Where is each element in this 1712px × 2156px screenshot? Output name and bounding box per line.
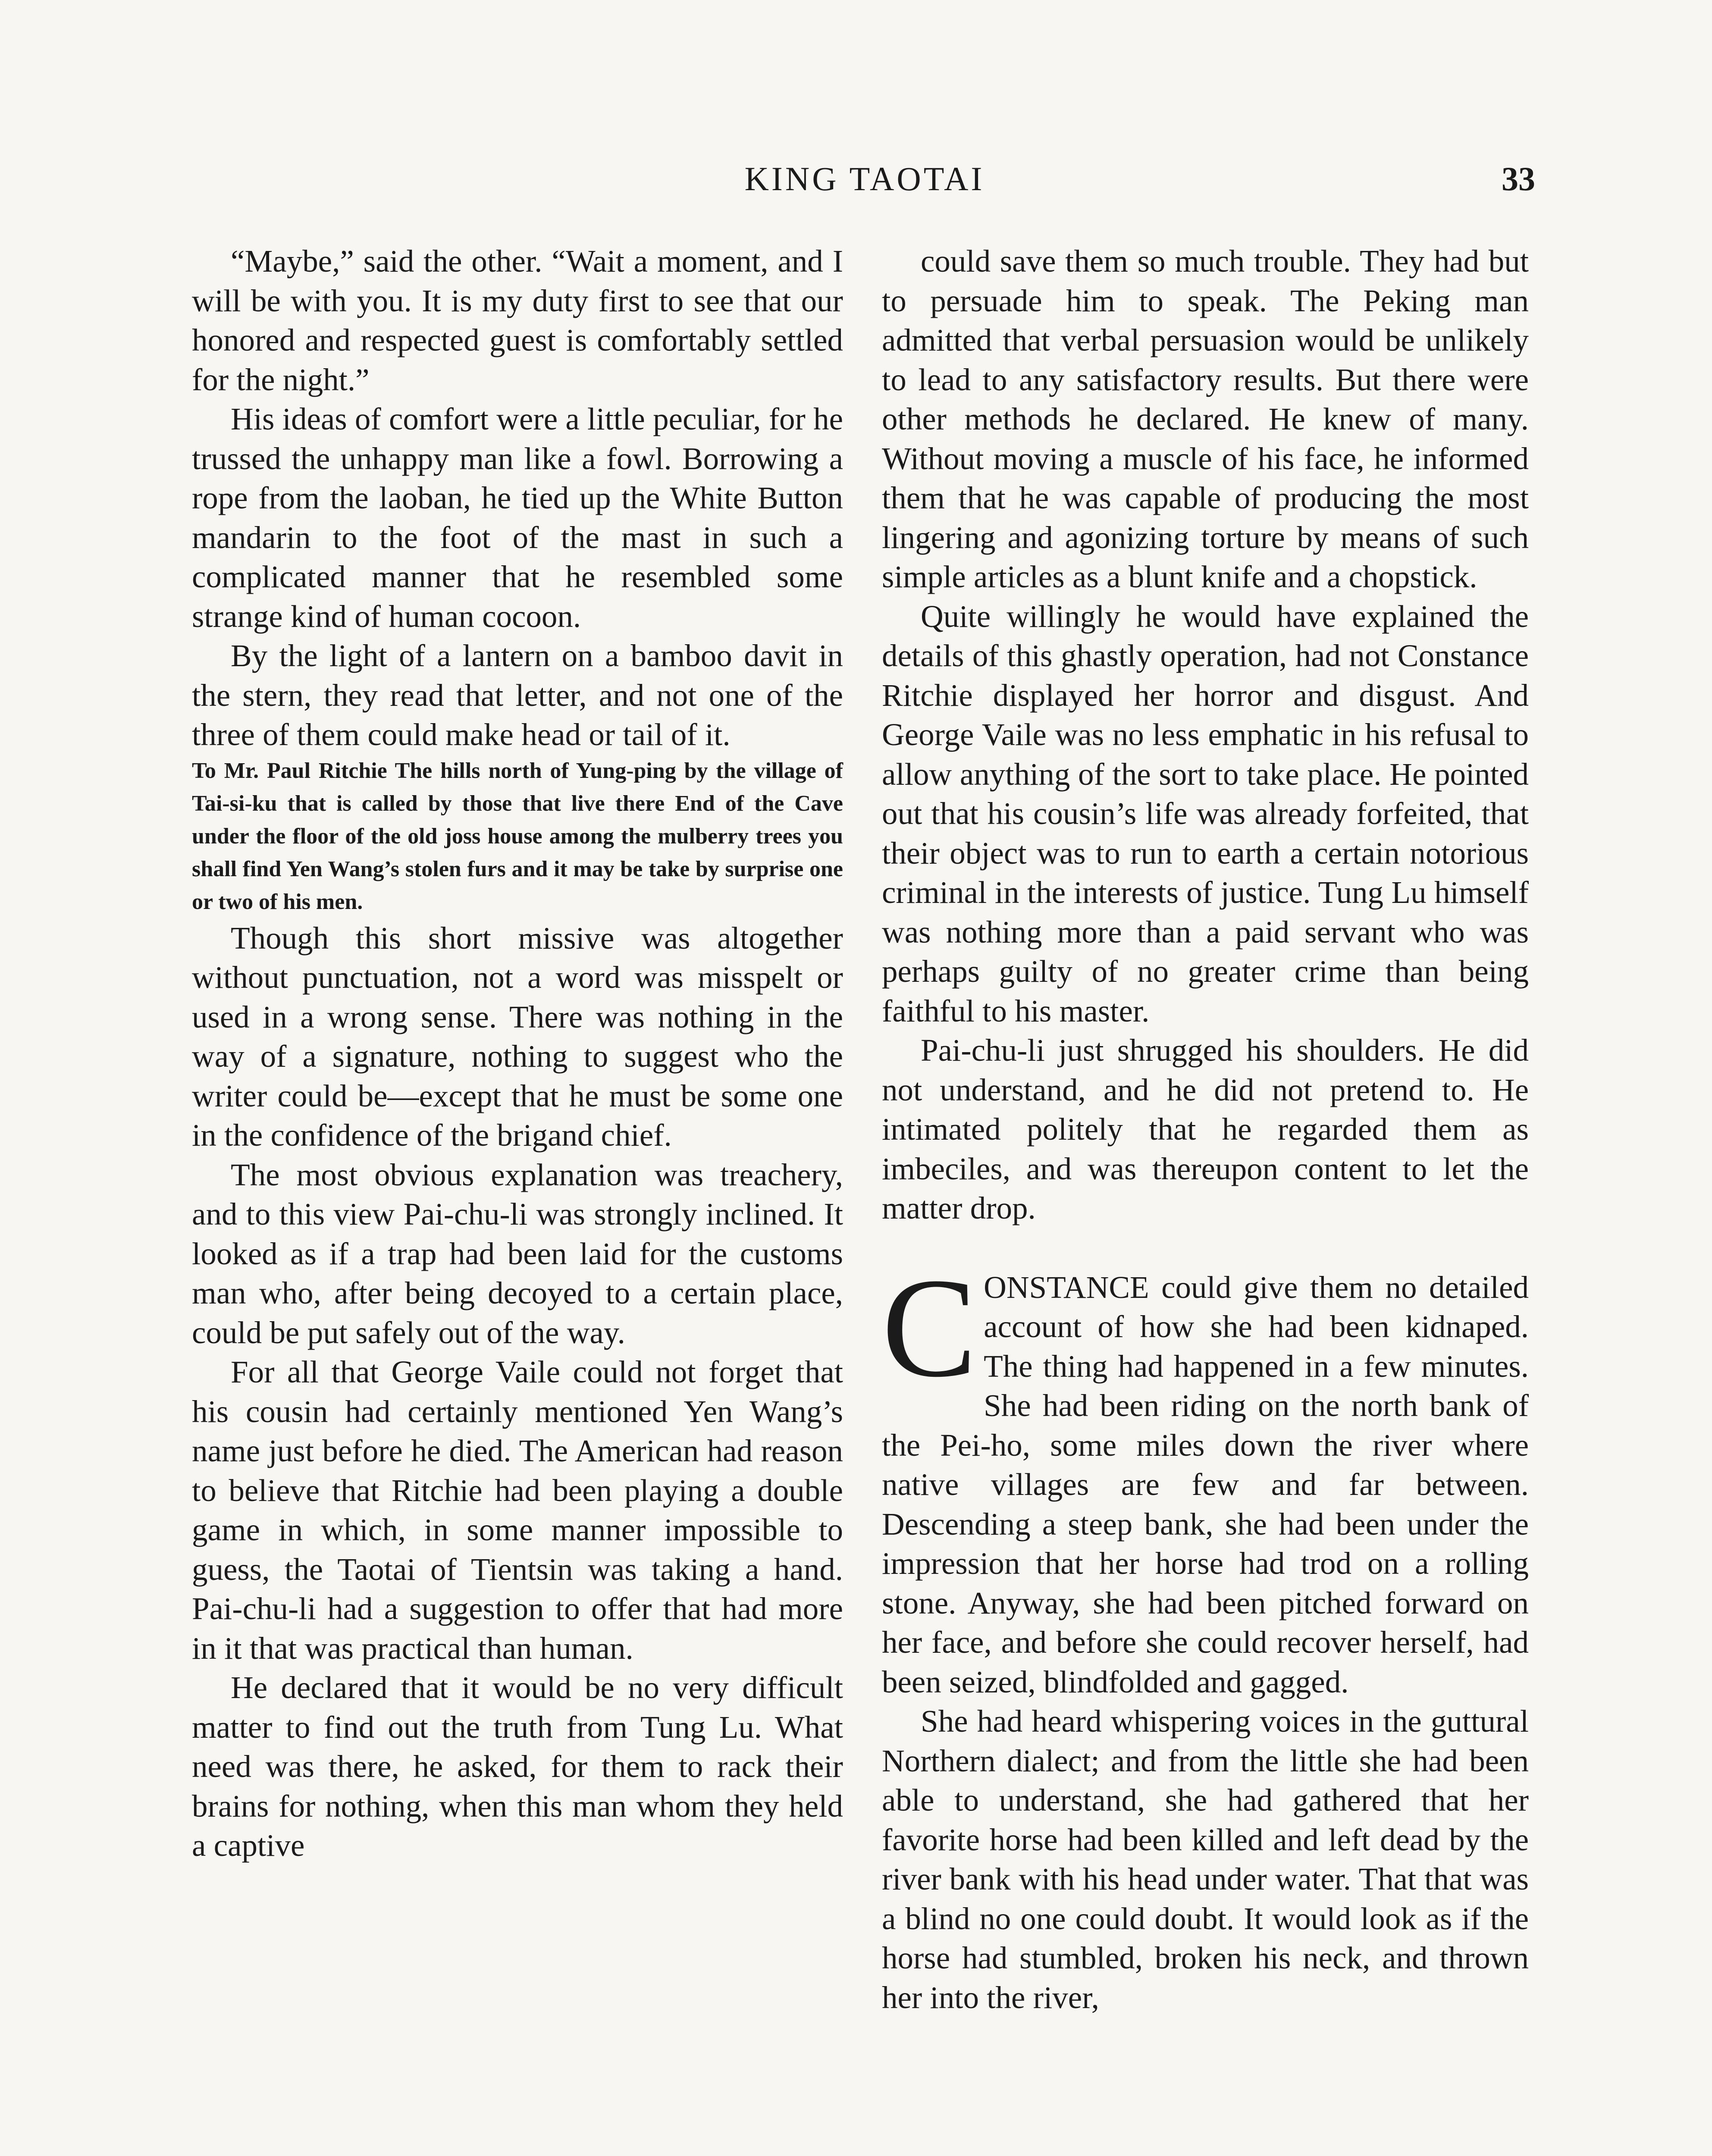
right-column bbox=[882, 241, 1529, 2017]
paragraph: Pai-chu-li just shrugged his shoulders. He did not understand, and he did not pretend to. He intimated politely that he regarded them as imbeciles, and was thereupon content to let the matter drop. bbox=[882, 1033, 1529, 1225]
paragraph: The most obvious explanation was treachery, and to this view Pai-chu-li was strongly inclined. It looked as if a trap had been laid for the customs man who, after being decoyed to a certain place, could be put safely out of the way. bbox=[192, 1157, 843, 1350]
section-start bbox=[882, 1249, 1529, 1702]
paragraph: He declared that it would be no very difficult matter to find out the truth from Tung Lu. What need was there, he asked, for them to rack their brains for nothing, when this man whom they held a captive bbox=[192, 1670, 843, 1863]
paragraph: For all that George Vaile could not forget that his cousin had certainly mentioned Yen Wang’s name just before he died. The American had reason to believe that Ritchie had been playing a double game in which, in some manner impossible to guess, the Taotai of Tientsin was taking a hand. Pai-chu-li had a suggestion to offer that had more in it that was practical than human. bbox=[192, 1354, 843, 1666]
paragraph: By the light of a lantern on a bamboo davit in the stern, they read that letter, and not one of the three of them could make head or tail of it. bbox=[192, 638, 843, 752]
quoted-letter: To Mr. Paul Ritchie The hills north of Yung-ping by the village of Tai-si-ku that is called by those that live there End of the Cave under the floor of the old joss house among the mulberry trees you shall find Yen Wang’s stolen furs and it may be take by surprise one or two of his men. bbox=[192, 758, 843, 914]
paragraph: Though this short missive was altogether without punctuation, not a word was misspelt or used in a wrong sense. There was nothing in the way of a signature, nothing to suggest who the writer could be—except that he must be some one in the confidence of the brigand chief. bbox=[192, 920, 843, 1153]
paragraph: Quite willingly he would have explained the details of this ghastly operation, had not Constance Ritchie displayed her horror and disgust. And George Vaile was no less emphatic in his refusal to allow anything of the sort to take place. He pointed out that his cousin’s life was already forfeited, that their object was to run to earth a certain notorious criminal in the interests of justice. Tung Lu himself was nothing more than a paid servant who was perhaps guilty of no greater crime than being faithful to his master. bbox=[882, 599, 1529, 1028]
page-number: 33 bbox=[1502, 160, 1535, 197]
paragraph: could save them so much trouble. They had but to persuade him to speak. The Peking man admitted that verbal persuasion would be unlikely to lead to any satisfactory results. But there were other methods he declared. He knew of many. Without moving a muscle of his face, he informed them that he was capable of producing the most lingering and agonizing torture by means of such simple articles as a blunt knife and a chopstick. bbox=[882, 244, 1529, 594]
left-column bbox=[192, 241, 843, 1865]
page-header bbox=[194, 160, 1535, 211]
drop-cap: C bbox=[882, 1249, 977, 1407]
paragraph: “Maybe,” said the other. “Wait a moment, and I will be with you. It is my duty first to see that our honored and respected guest is comfortably settled for the night.” bbox=[192, 244, 843, 397]
paragraph: ONSTANCE could give them no detailed account of how she had been kidnaped. The thing had happened in a few minutes. She had been riding on the north bank of the Pei-ho, some miles down the river where native villages are few and far between. Descending a steep bank, she had been under the impression that her horse had trod on a rolling stone. Anyway, she had been pitched forward on her face, and before she could recover herself, had been seized, blindfolded and gagged. bbox=[882, 1269, 1529, 1699]
paragraph: She had heard whispering voices in the guttural Northern dialect; and from the little she had been able to understand, she had gathered that her favorite horse had been killed and left dead by the river bank with his head under water. That that was a blind no one could doubt. It would look as if the horse had stumbled, broken his neck, and thrown her into the river, bbox=[882, 1704, 1529, 2015]
paragraph: His ideas of comfort were a little peculiar, for he trussed the unhappy man like a fowl. Borrowing a rope from the laoban, he tied up the White Button mandarin to the foot of the mast in such a complicated manner that he resembled some strange kind of human cocoon. bbox=[192, 401, 843, 634]
running-title: KING TAOTAI bbox=[744, 160, 985, 197]
